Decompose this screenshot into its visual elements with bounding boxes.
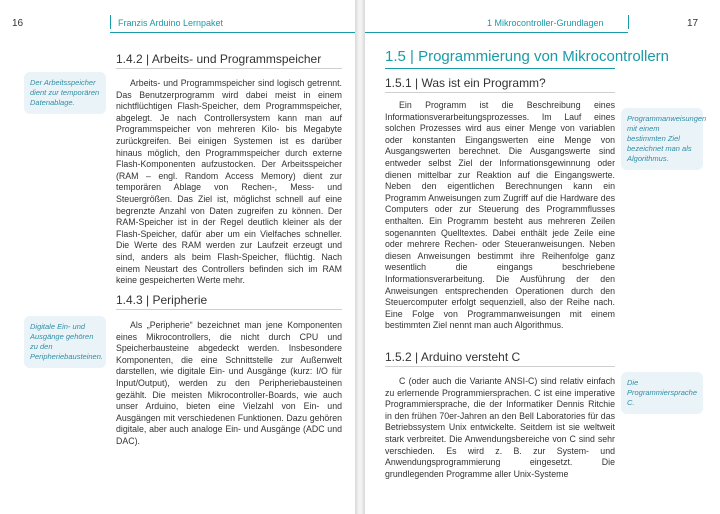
left-page-number: 16 bbox=[12, 18, 24, 29]
chapter-rule bbox=[385, 68, 615, 69]
book-gutter bbox=[355, 0, 365, 514]
header-rule bbox=[110, 32, 355, 33]
header-rule bbox=[365, 32, 628, 33]
heading-rule bbox=[116, 68, 342, 69]
section-heading-1-4-2: 1.4.2 | Arbeits- und Programmspeicher bbox=[116, 52, 322, 66]
paragraph: Ein Programm ist die Beschreibung eines Informationsverarbeitungsprozesses. Im Lauf eines solchen Prozesses wird aus einer Menge von variablen oder konstanten Eingangswerten eine Menge von Ausgangswerten berechnet. Die Ausgangswerte sind entweder selbst Ziel der Informationsgewinnung oder dienen mittelbar zur Reaktion auf die Eingangswerte. Neben den eigentlichen Berechnungen kann ein Programm Anweisungen zum Zugriff auf die Hardware des Computers oder zur Steuerung des Programmflusses enthalten. Ein Programm besteht aus mehreren Zeilen sogenannten Quelltextes. Dabei enthält jede Zeile eine oder mehrere Rechen- oder Steueranweisungen. Neben diesen Anweisungen bestimmt ihre Reihenfolge ganz wesentlich die eingangs beschriebene Informationsverarbeitung. Die Ausführung der den Anweisungen entsprechenden Operationen durch den Steuercomputer erfolgt sequenziell, also der Reihe nach. Eine Folge von Programmanweisungen mit einem bestimmten Ziel nennt man auch Algorithmus. bbox=[385, 100, 615, 331]
paragraph: C (oder auch die Variante ANSI-C) sind relativ einfach zu erlernende Programmiersprachen. C ist eine imperative Programmiersprache, die der Informatiker Dennis Ritchie in den frühen 70er-Jahren an den Bell Laboratories für das Betriebssystem Unix entwickelte. Seitdem ist sie weltweit stark verbreitet. Die Anwendungsbereiche von C sind sehr verschieden. Es wird z. B. zur System- und Anwendungsprogrammierung eingesetzt. Die grundlegenden Programme aller Unix-Systeme bbox=[385, 376, 615, 479]
right-running-head: 1 Mikrocontroller-Grundlagen bbox=[487, 18, 604, 28]
section-text-1-5-2 bbox=[385, 376, 615, 480]
margin-note-io: Digitale Ein- und Ausgänge gehören zu den Peripheriebausteinen. bbox=[24, 316, 106, 368]
paragraph: Als „Peripherie“ bezeichnet man jene Komponenten eines Mikrocontrollers, die nicht durch CPU und Speicherbausteine abgedeckt werden. Insbesondere Komponenten, die eine Schnittstelle zur Außenwelt darstellen, wie digitale Ein- und Ausgänge (kurz: I/O für Input/Output), werden zu den Peripheriebausteinen gezählt. Die meisten Mikrocontroller-Boards, wie auch unser Arduino, bieten eine Vielzahl von Ein- und Ausgängen mit verschiedenen Funktionen. Dazu gehören digitale, aber auch analoge Ein- und Ausgänge (ADC und DAC). bbox=[116, 320, 342, 446]
margin-note-c-language: Die Programmiersprache C. bbox=[621, 372, 703, 414]
right-page-number: 17 bbox=[687, 18, 699, 29]
heading-rule bbox=[385, 366, 615, 367]
header-separator bbox=[110, 15, 111, 29]
margin-note-ram: Der Arbeitsspeicher dient zur temporären Datenablage. bbox=[24, 72, 106, 114]
margin-note-algorithm: Programmanweisungen mit einem bestimmten Ziel bezeichnet man als Algorithmus. bbox=[621, 108, 703, 170]
section-heading-1-5-2: 1.5.2 | Arduino versteht C bbox=[385, 350, 521, 364]
heading-rule bbox=[385, 92, 615, 93]
section-text-1-5-1 bbox=[385, 100, 615, 332]
section-heading-1-5-1: 1.5.1 | Was ist ein Programm? bbox=[385, 76, 546, 90]
section-heading-1-4-3: 1.4.3 | Peripherie bbox=[116, 293, 208, 307]
section-text-1-4-3 bbox=[116, 320, 342, 448]
heading-rule bbox=[116, 309, 342, 310]
left-running-head: Franzis Arduino Lernpaket bbox=[118, 18, 224, 28]
header-separator bbox=[628, 15, 629, 29]
section-text-1-4-2 bbox=[116, 78, 342, 287]
left-page bbox=[0, 0, 355, 514]
paragraph: Arbeits- und Programmspeicher sind logisch getrennt. Das Benutzerprogramm wird dabei meist in einem nichtflüchtigen Flash-Speicher, dem Programmspeicher, abgelegt. Je nach Controllersystem kann man auf Programmspeicher von mehreren Kilo- bis Megabyte zurückgreifen. Bei einigen Systemen ist es darüber hinaus möglich, den Programmspeicher durch externe Flash-Komponenten aufzustocken. Der Arbeitsspeicher (RAM – engl. Random Access Memory) dient zur temporären Ablage von Rechen-, Mess- und Steuergrößen. Das Ziel ist, möglichst schnell auf eine begrenzte Anzahl von Daten zugreifen zu können. Der RAM-Speicher ist in der Regel deutlich kleiner als der Flash-Speicher, dafür aber um ein Vielfaches schneller. Die Werte des RAM werden zur Laufzeit erzeugt und sind, anders als beim Flash-Speicher, flüchtig. Nach einem Neustart des Controllers befinden sich im RAM keine gespeicherten Werte mehr. bbox=[116, 78, 342, 286]
chapter-heading-1-5: 1.5 | Programmierung von Mikrocontrollern bbox=[385, 48, 670, 65]
right-page bbox=[365, 0, 720, 514]
